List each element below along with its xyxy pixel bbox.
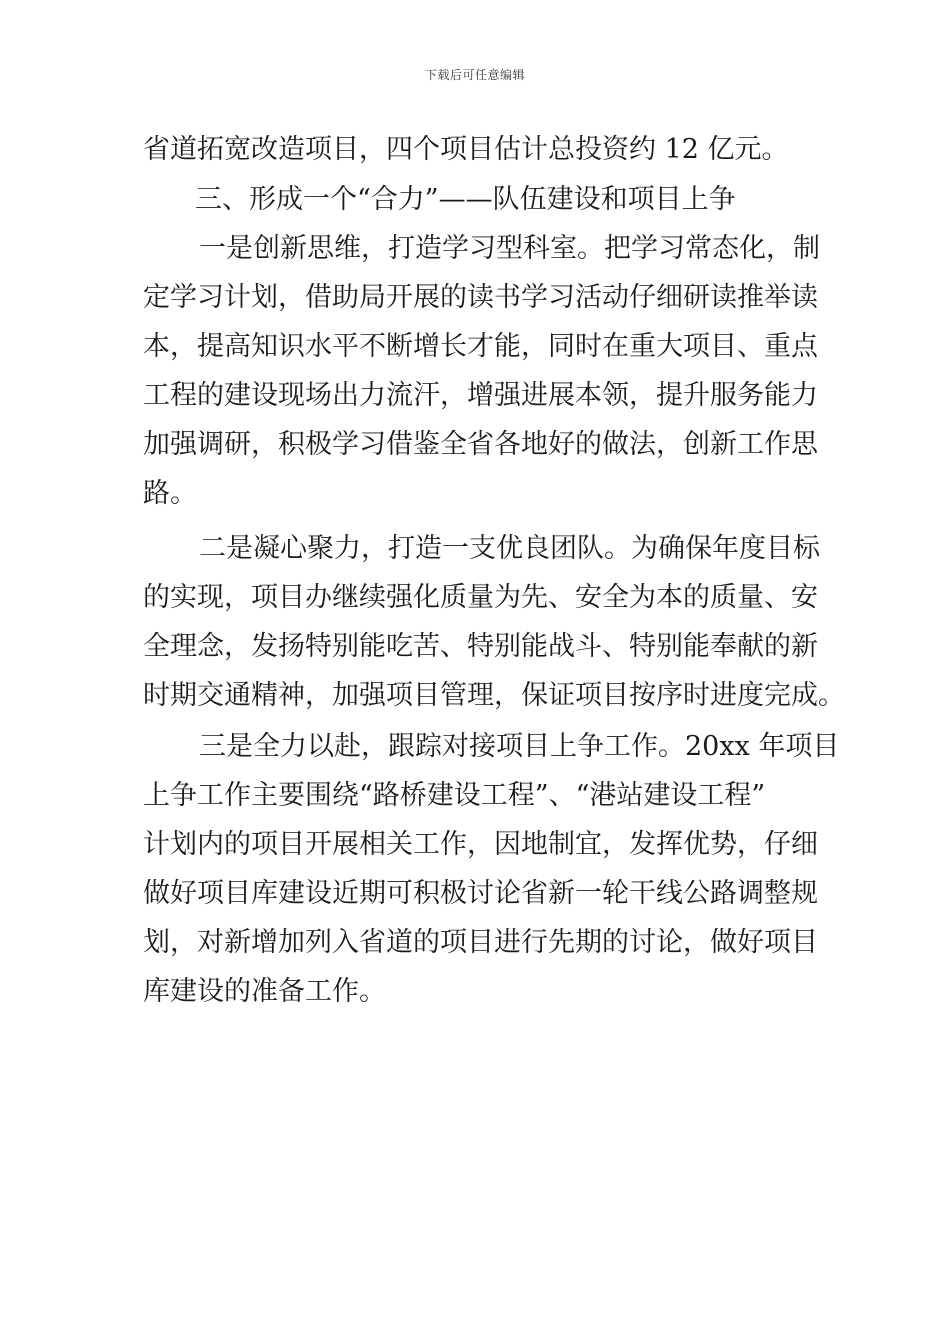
body-line: 时期交通精神，加强项目管理，保证项目按序时进度完成。: [143, 680, 845, 711]
body-line: 划，对新增加列入省道的项目进行先期的讨论，做好项目: [143, 927, 818, 958]
body-line: 工程的建设现场出力流汗，增强进展本领，提升服务能力: [143, 380, 818, 411]
body-line: 上争工作主要围绕“路桥建设工程”、“港站建设工程”: [143, 780, 766, 811]
body-line: 计划内的项目开展相关工作，因地制宜，发挥优势，仔细: [143, 829, 818, 860]
body-line: 做好项目库建设近期可积极讨论省新一轮干线公路调整规: [143, 878, 818, 909]
body-line: 定学习计划，借助局开展的读书学习活动仔细研读推举读: [143, 282, 818, 313]
body-line: 三是全力以赴，跟踪对接项目上争工作。20xx 年项目: [199, 731, 840, 762]
page-header-note: 下载后可任意编辑: [424, 68, 525, 82]
body-line: 路。: [143, 478, 197, 509]
body-line: 一是创新思维，打造学习型科室。把学习常态化，制: [199, 233, 820, 264]
section-heading: 三、形成一个“合力”——队伍建设和项目上争: [195, 184, 736, 215]
body-line: 库建设的准备工作。: [143, 976, 386, 1007]
body-line: 二是凝心聚力，打造一支优良团队。为确保年度目标: [199, 533, 820, 564]
body-line: 省道拓宽改造项目，四个项目估计总投资约 12 亿元。: [143, 134, 789, 165]
body-line: 全理念，发扬特别能吃苦、特别能战斗、特别能奉献的新: [143, 631, 818, 662]
body-line: 本，提高知识水平不断增长才能，同时在重大项目、重点: [143, 331, 818, 362]
body-line: 加强调研，积极学习借鉴全省各地好的做法，创新工作思: [143, 429, 818, 460]
body-line: 的实现，项目办继续强化质量为先、安全为本的质量、安: [143, 582, 818, 613]
